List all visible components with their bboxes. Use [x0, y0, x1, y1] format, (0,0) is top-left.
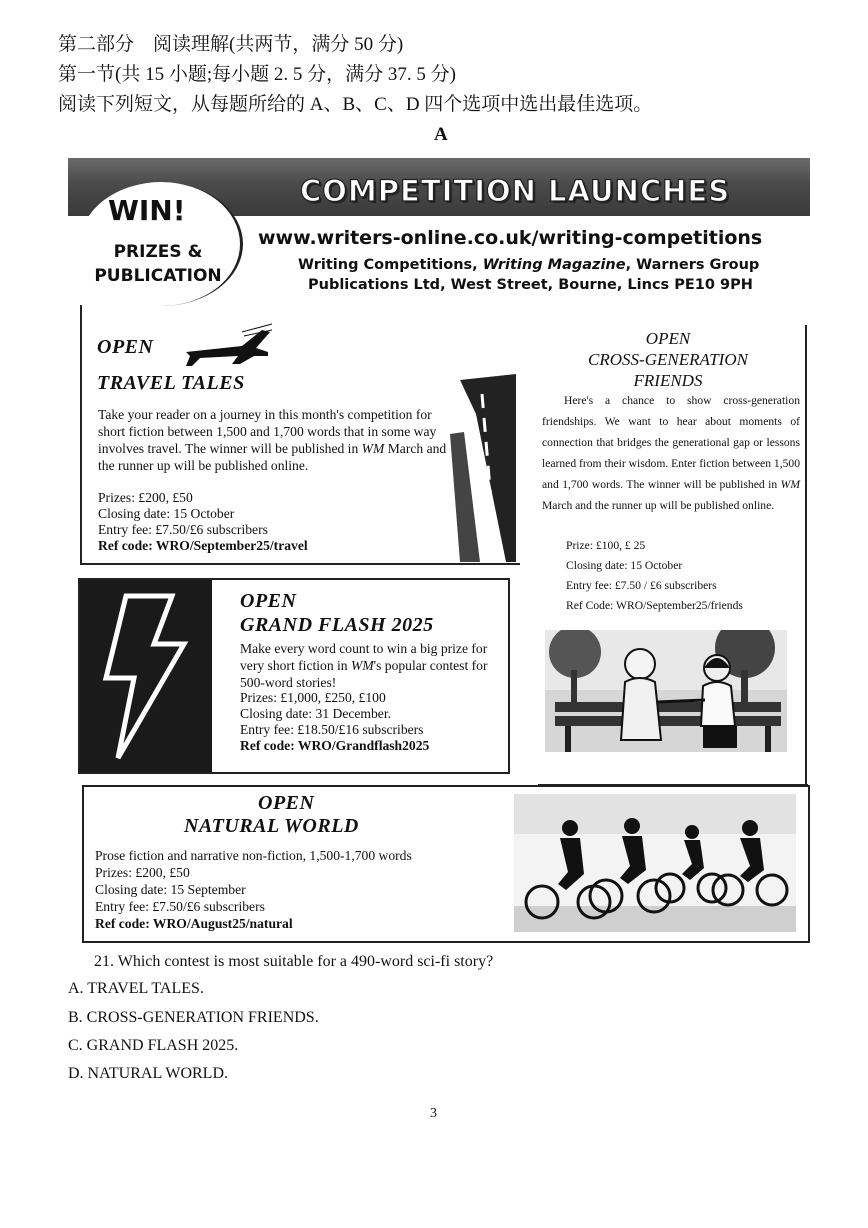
friends-right-border [805, 325, 807, 787]
park-bench-illustration [545, 630, 787, 752]
travel-ref-code: Ref code: WRO/September25/travel [98, 538, 308, 553]
travel-closing-date: Closing date: 15 October [98, 506, 235, 521]
friends-title [546, 328, 790, 391]
publisher-line-2: Publications Ltd, West Street, Bourne, Lincs PE10 9PH [308, 277, 753, 293]
option-b: B. CROSS-GENERATION FRIENDS. [68, 1009, 319, 1026]
option-d: D. NATURAL WORLD. [68, 1065, 228, 1082]
friends-entry-fee: Entry fee: £7.50 / £6 subscribers [566, 579, 717, 592]
travel-title: TRAVEL TALES [97, 372, 245, 394]
banner-title: COMPETITION LAUNCHES [300, 174, 731, 208]
option-a: A. TRAVEL TALES. [68, 980, 204, 997]
friends-details [566, 536, 743, 616]
natural-prizes: Prizes: £200, £50 [95, 865, 190, 880]
flash-closing-date: Closing date: 31 December. [240, 706, 392, 721]
flash-title: GRAND FLASH 2025 [240, 614, 434, 636]
friends-description: Here's a chance to show cross-generation friendships. We want to hear about moments of connection that bridges the generational gap or lessons learned from their wisdom. Enter fiction between 1,500 and 1,700 words. The winner will be published in WM March and the runner up will be published online. [542, 394, 800, 512]
page-number: 3 [430, 1106, 437, 1121]
natural-open-label: OPEN [258, 792, 315, 814]
lightning-bolt-icon [80, 580, 212, 772]
publisher-line-1: Writing Competitions, Writing Magazine, Warners Group [298, 257, 760, 273]
flash-prizes: Prizes: £1,000, £250, £100 [240, 690, 386, 705]
competition-url: www.writers-online.co.uk/writing-competitions [258, 227, 763, 249]
instructions: 阅读下列短文，从每题所给的 A、B、C、D 四个选项中选出最佳选项。 [58, 94, 653, 115]
subsection-heading: 第一节(共 15 小题;每小题 2. 5 分，满分 37. 5 分) [58, 64, 456, 85]
friends-title-line1: CROSS-GENERATION [588, 350, 748, 369]
travel-open-label: OPEN [97, 336, 154, 358]
friends-closing-date: Closing date: 15 October [566, 559, 683, 572]
cyclists-image [514, 794, 796, 932]
section-heading: 第二部分 阅读理解(共两节，满分 50 分) [58, 34, 404, 55]
flash-entry-fee: Entry fee: £18.50/£16 subscribers [240, 722, 424, 737]
flash-description: Make every word count to win a big prize for very short fiction in WM's popular contest for 500-word stories! [240, 641, 488, 690]
option-c: C. GRAND FLASH 2025. [68, 1037, 239, 1054]
natural-title: NATURAL WORLD [184, 815, 359, 837]
natural-closing-date: Closing date: 15 September [95, 882, 246, 897]
question-stem: 21. Which contest is most suitable for a 490-word sci-fi story? [94, 953, 494, 970]
travel-entry-fee: Entry fee: £7.50/£6 subscribers [98, 522, 268, 537]
prizes-label: PRIZES & [113, 242, 203, 262]
airplane-icon [182, 322, 274, 368]
win-label: WIN! [108, 194, 186, 227]
flash-panel [80, 580, 212, 772]
friends-title-line2: FRIENDS [633, 371, 703, 390]
natural-description: Prose fiction and narrative non-fiction, 1,500-1,700 words [95, 848, 412, 863]
friends-open-label: OPEN [645, 329, 691, 348]
road-image [446, 374, 516, 562]
prizes-publication-label [88, 240, 228, 288]
friends-ref-code: Ref Code: WRO/September25/friends [566, 599, 743, 612]
travel-prizes: Prizes: £200, £50 [98, 490, 193, 505]
flash-open-label: OPEN [240, 590, 297, 612]
friends-prizes: Prize: £100, £ 25 [566, 539, 646, 552]
passage-label: A [434, 124, 448, 145]
flash-ref-code: Ref code: WRO/Grandflash2025 [240, 738, 430, 753]
natural-entry-fee: Entry fee: £7.50/£6 subscribers [95, 899, 265, 914]
travel-description: Take your reader on a journey in this month's competition for short fiction between 1,500 and 1,700 words that in some way involves travel. The winner will be published in WM March and the runner up will be published online. [98, 407, 447, 473]
publication-label: PUBLICATION [94, 266, 222, 286]
natural-ref-code: Ref code: WRO/August25/natural [95, 916, 293, 931]
